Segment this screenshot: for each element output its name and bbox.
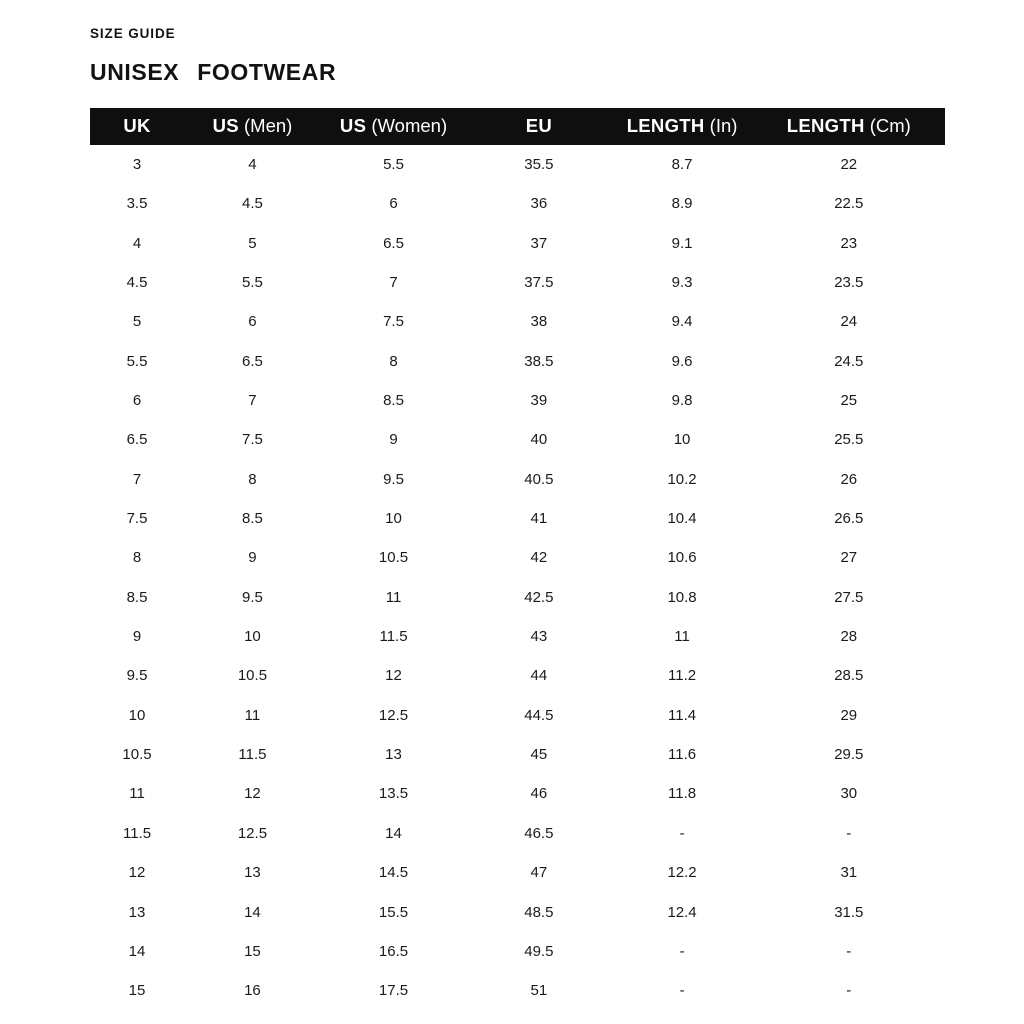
table-cell: - [846,942,852,960]
table-cell: 44 [530,667,548,685]
page-title: UNISEX FOOTWEAR [90,58,337,85]
table-cell: 8.5 [383,392,404,410]
table-cell: 35.5 [524,155,554,173]
table-cell: 9 [248,549,257,567]
table-row [90,971,945,1010]
column-header-label: US [339,115,367,137]
table-cell: 8.5 [126,588,148,606]
table-cell: - [846,824,852,842]
table-row [90,617,945,656]
table-row [90,381,945,420]
table-cell: 25 [840,392,858,410]
table-cell: 9.1 [671,234,693,252]
table-cell: 10.5 [237,667,268,685]
column-header-eu [466,108,611,145]
table-cell: 9.4 [671,313,693,331]
table-cell: 13 [385,746,402,764]
table-row [90,853,945,892]
column-header-us-men [184,108,321,145]
table-row [90,538,945,577]
table-cell: 42.5 [524,588,554,606]
table-cell: 5.5 [126,352,148,370]
table-cell: 12.5 [378,706,409,724]
column-header-label: EU [525,115,553,137]
table-cell: 27 [840,549,858,567]
size-guide-label: SIZE GUIDE [90,26,176,41]
table-cell: 6 [248,313,257,331]
column-header-label: UK [123,115,151,137]
table-row [90,696,945,735]
table-cell: 13 [128,903,146,921]
table-cell: 4 [132,234,142,252]
table-cell: 8 [248,470,257,488]
table-row [90,499,945,538]
table-cell: 24 [840,313,858,331]
column-header-label: US [212,115,239,137]
table-row [90,735,945,774]
table-cell: 16 [244,982,261,1000]
table-row [90,223,945,262]
table-cell: 14 [244,903,261,921]
table-cell: 26 [840,470,858,488]
table-row [90,578,945,617]
table-cell: 14 [128,942,146,960]
table-cell: 5 [132,313,142,331]
table-cell: 14.5 [378,864,409,882]
table-cell: 12 [385,667,402,685]
table-cell: 5.5 [383,155,404,173]
table-cell: 10.6 [667,549,697,567]
table-cell: 7.5 [242,431,263,449]
table-cell: 48.5 [524,903,554,921]
table-row [90,145,945,184]
table-cell: 28.5 [834,667,864,685]
table-cell: 13.5 [378,785,409,803]
table-cell: 47 [530,864,548,882]
column-header-length-in [612,108,753,145]
table-cell: 45 [530,746,548,764]
table-cell: 8.7 [671,155,693,173]
table-cell: 8 [132,549,142,567]
table-cell: - [679,982,685,1000]
table-cell: 10 [128,706,146,724]
table-cell: 23.5 [834,274,864,291]
column-header-unit: (Cm) [864,115,911,137]
table-cell: 9.3 [671,274,693,291]
table-cell: 3.5 [126,195,148,213]
table-cell: 10 [385,510,402,528]
table-cell: 11 [244,706,261,724]
table-cell: 6 [389,195,398,213]
table-cell: 11.5 [122,824,152,842]
table-cell: 44.5 [524,706,554,724]
table-cell: 9.5 [126,667,148,685]
table-cell: 29.5 [834,746,864,764]
table-cell: 12 [128,864,146,882]
table-cell: - [679,824,685,842]
table-cell: 38.5 [524,352,554,370]
table-row [90,814,945,853]
table-cell: 8 [389,352,398,370]
table-cell: 4.5 [126,274,148,291]
table-cell: 7 [389,274,398,291]
table-row [90,342,945,381]
column-header-label: LENGTH [786,115,865,137]
table-cell: 9.5 [383,470,404,488]
table-cell: 9 [132,628,142,646]
table-cell: 9.8 [671,392,693,410]
table-row [90,656,945,695]
table-cell: 26.5 [834,510,864,528]
table-cell: 7.5 [126,510,148,528]
table-cell: 46.5 [524,824,554,842]
table-row [90,932,945,971]
table-cell: 15 [244,942,261,960]
table-row [90,460,945,499]
table-cell: 51 [530,982,548,1000]
table-cell: 10.4 [667,510,697,528]
table-cell: 11 [385,588,402,606]
size-table [90,108,945,1011]
table-cell: 11.4 [668,706,697,724]
table-cell: 9.5 [242,588,263,606]
table-cell: 12 [244,785,261,803]
table-cell: 30 [840,785,858,803]
table-cell: 27.5 [834,588,864,606]
table-cell: 7 [248,392,257,410]
table-cell: 4.5 [242,195,263,213]
table-cell: - [679,942,685,960]
table-row [90,302,945,341]
table-cell: 11 [674,628,690,646]
table-cell: 10.8 [667,588,697,606]
table-cell: 38 [530,313,548,331]
table-cell: 8.9 [671,195,693,213]
table-cell: 6.5 [383,234,404,252]
table-cell: 22.5 [834,195,864,213]
table-cell: 42 [530,549,548,567]
table-cell: 41 [530,510,548,528]
size-table-body [90,145,945,1011]
table-cell: 9.6 [671,352,693,370]
column-header-uk [90,108,184,145]
table-cell: 5 [248,234,257,252]
table-cell: 36 [530,195,548,213]
table-cell: 12.5 [237,824,268,842]
table-cell: 39 [530,392,548,410]
table-cell: 11.5 [238,746,267,764]
table-row [90,420,945,459]
table-cell: 4 [248,155,257,173]
column-header-length-cm [753,108,945,145]
table-cell: 23 [840,234,858,252]
table-cell: 13 [244,864,261,882]
table-row [90,184,945,223]
table-cell: 12.4 [667,903,697,921]
table-row [90,263,945,302]
table-cell: 31.5 [834,903,864,921]
table-cell: 11.8 [668,785,697,803]
table-cell: - [846,982,852,1000]
table-cell: 10 [673,431,691,449]
table-cell: 5.5 [242,274,263,291]
table-cell: 49.5 [524,942,554,960]
table-cell: 16.5 [378,942,409,960]
table-cell: 3 [132,155,142,173]
table-cell: 10 [244,628,261,646]
column-header-us-women [321,108,466,145]
table-cell: 10.5 [378,549,409,567]
table-cell: 43 [530,628,548,646]
column-header-label: LENGTH [626,115,705,137]
table-cell: 11.2 [668,667,697,685]
table-cell: 28 [840,628,858,646]
table-cell: 11.6 [668,746,697,764]
table-cell: 9 [389,431,398,449]
column-header-unit: (Women) [366,115,448,137]
table-cell: 40 [530,431,548,449]
table-cell: 8.5 [242,510,263,528]
table-cell: 6 [132,392,142,410]
table-cell: 12.2 [667,864,697,882]
table-cell: 10.2 [667,470,697,488]
table-cell: 24.5 [834,352,864,370]
table-cell: 37.5 [524,274,554,291]
table-cell: 6.5 [126,431,148,449]
table-cell: 14 [385,824,402,842]
table-cell: 37 [530,234,548,252]
column-header-unit: (In) [704,115,738,137]
table-cell: 11 [129,785,145,803]
column-header-unit: (Men) [238,115,293,137]
table-cell: 22 [840,155,858,173]
table-cell: 15 [128,982,146,1000]
table-cell: 46 [530,785,548,803]
table-row [90,892,945,931]
table-cell: 11.5 [379,628,408,646]
table-header-row [90,108,945,145]
table-cell: 31 [840,864,858,882]
table-cell: 7 [132,470,142,488]
table-cell: 25.5 [834,431,864,449]
table-cell: 6.5 [242,352,263,370]
table-cell: 40.5 [524,470,554,488]
table-cell: 29 [840,706,858,724]
table-cell: 10.5 [122,746,152,764]
table-cell: 15.5 [378,903,409,921]
table-cell: 17.5 [378,982,409,1000]
table-cell: 7.5 [383,313,404,331]
table-row [90,774,945,813]
